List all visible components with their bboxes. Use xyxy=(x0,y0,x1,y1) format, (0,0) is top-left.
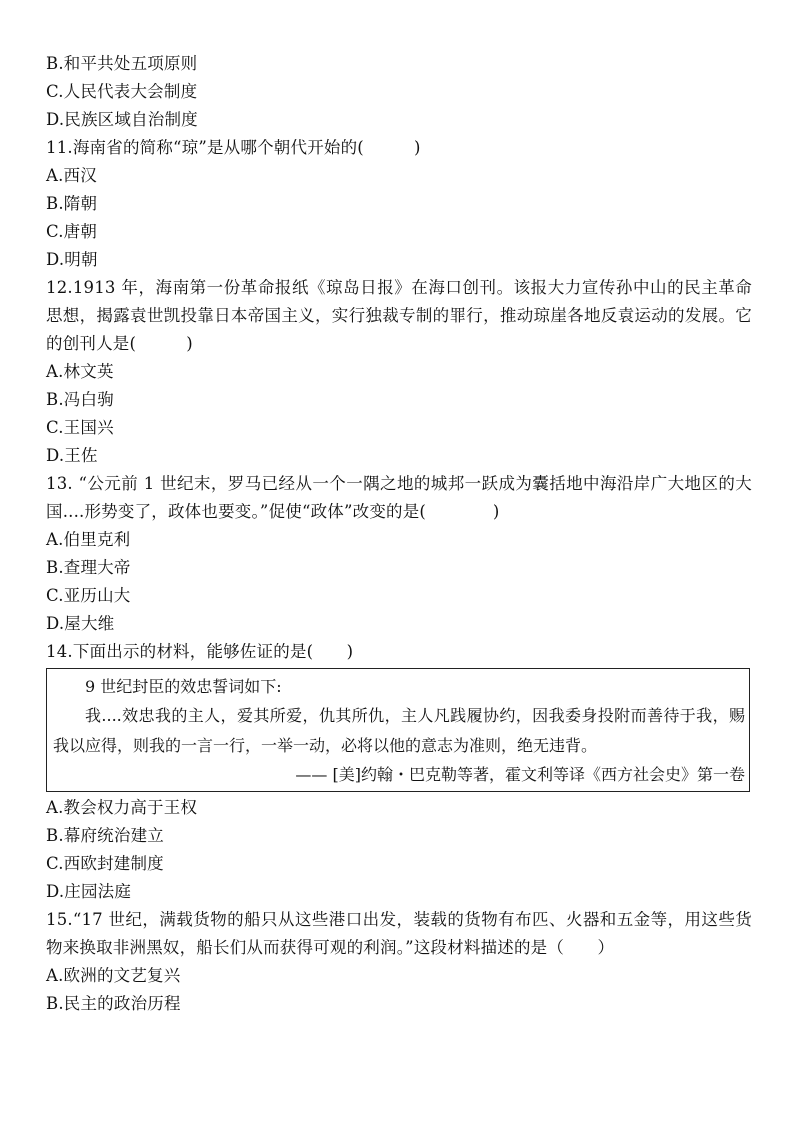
q12-option-b[interactable]: B.冯白驹 xyxy=(46,390,114,409)
q11-option-c[interactable]: C.唐朝 xyxy=(46,222,98,241)
q12-option-d[interactable]: D.王佐 xyxy=(46,446,98,465)
q11-option-b[interactable]: B.隋朝 xyxy=(46,194,98,213)
exam-page xyxy=(46,50,752,1018)
option-c-prev[interactable]: C.人民代表大会制度 xyxy=(46,82,198,101)
q11-option-d[interactable]: D.明朝 xyxy=(46,250,98,269)
question-15-stem: 15.“17 世纪，满载货物的船只从这些港口出发，装载的货物有布匹、火器和五金等，用这些货物来换取非洲黑奴，船长们从而获得可观的利润。”这段材料描述的是（ ） xyxy=(46,910,752,957)
q13-option-a[interactable]: A.伯里克利 xyxy=(46,530,131,549)
q13-option-d[interactable]: D.屋大维 xyxy=(46,614,115,633)
q14-option-c[interactable]: C.西欧封建制度 xyxy=(46,854,164,873)
question-11-stem: 11.海南省的简称“琼”是从哪个朝代开始的( ) xyxy=(46,138,421,157)
quote-body: 我....效忠我的主人，爱其所爱，仇其所仇，主人凡践履协约，因我委身投附而善待于我，赐我以应得，则我的一言一行，一举一动，必将以他的意志为准则，绝无违背。 xyxy=(53,706,745,755)
q11-option-a[interactable]: A.西汉 xyxy=(46,166,97,185)
q12-option-a[interactable]: A.林文英 xyxy=(46,362,114,381)
source-material-box xyxy=(46,668,750,792)
q14-option-b[interactable]: B.幕府统治建立 xyxy=(46,826,164,845)
q12-option-c[interactable]: C.王国兴 xyxy=(46,418,114,437)
q15-option-a[interactable]: A.欧洲的文艺复兴 xyxy=(46,966,181,985)
question-14-stem: 14.下面出示的材料，能够佐证的是( ) xyxy=(46,642,354,661)
q15-option-b[interactable]: B.民主的政治历程 xyxy=(46,994,181,1013)
q13-option-b[interactable]: B.查理大帝 xyxy=(46,558,131,577)
q14-option-d[interactable]: D.庄园法庭 xyxy=(46,882,132,901)
question-12-stem: 12.1913 年，海南第一份革命报纸《琼岛日报》在海口创刊。该报大力宣传孙中山的民主革命思想，揭露袁世凯投靠日本帝国主义，实行独裁专制的罪行，推动琼崖各地反袁运动的发展。它的创刊人是( ) xyxy=(46,278,752,353)
option-d-prev[interactable]: D.民族区域自治制度 xyxy=(46,110,198,129)
quote-source: —— [美]约翰・巴克勒等著，霍文利等译《西方社会史》第一卷 xyxy=(295,765,745,784)
q13-option-c[interactable]: C.亚历山大 xyxy=(46,586,131,605)
quote-heading: 9 世纪封臣的效忠誓词如下: xyxy=(85,677,282,696)
q14-option-a[interactable]: A.教会权力高于王权 xyxy=(46,798,198,817)
question-13-stem: 13. “公元前 1 世纪末，罗马已经从一个一隅之地的城邦一跃成为囊括地中海沿岸广大地区的大国....形势变了，政体也要变。”促使“政体”改变的是( ) xyxy=(46,474,752,521)
option-b-prev[interactable]: B.和平共处五项原则 xyxy=(46,54,198,73)
